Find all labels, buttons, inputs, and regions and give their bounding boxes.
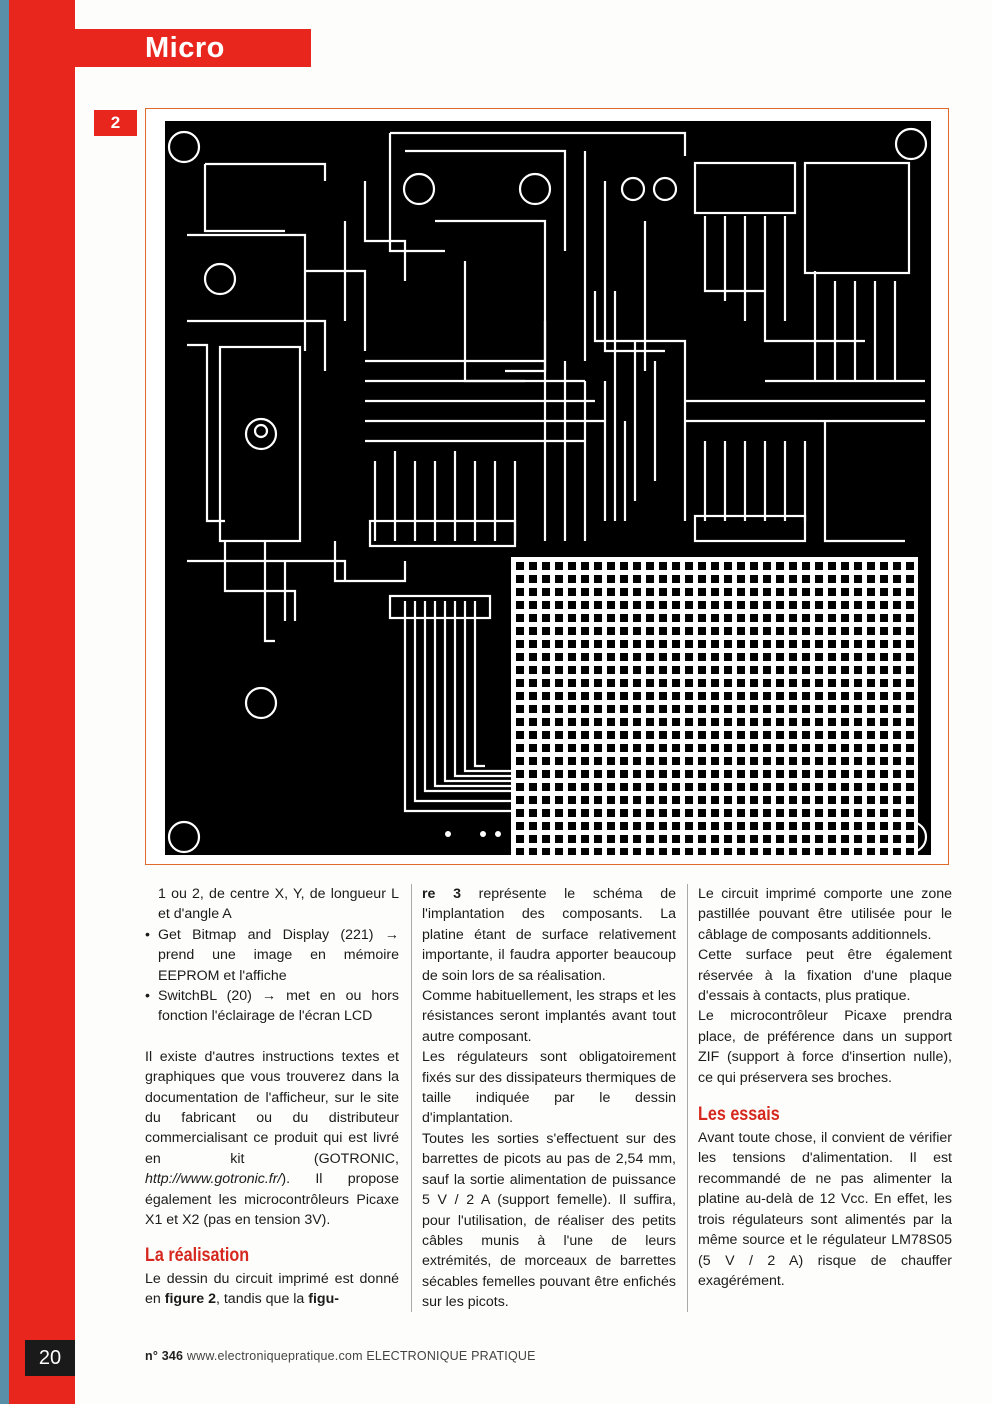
column-divider [411,884,412,1312]
section-heading: Les essais [698,1104,780,1126]
pcb-layout-image [165,121,931,855]
paragraph: Avant toute chose, il convient de vérifier les tensions d'alimentation. Il est recommandé de ne pas alimenter la platine au-delà de 12 Vcc. En effet, les trois régulateurs sont alimentés par la même source et le régulateur LM78S05 (5 V / 2 A) risque de chauffer exagérément. [698,1130,952,1289]
page-number: 20 [25,1340,75,1376]
pcb-artwork [165,121,931,855]
figure-number-badge: 2 [94,110,137,136]
figure-reference: figu- [308,1290,339,1307]
section-heading: La réalisation [145,1244,250,1266]
sidebar-edge [0,0,9,1404]
issue-number: n° 346 [145,1349,184,1363]
bullet-item: • Get Bitmap and Display (221) → prend une image en mémoire EEPROM et l'affiche [145,925,399,986]
text-span: ). Il propose également les microcontrôleurs Picaxe X1 et X2 (pas en tension 3V). [145,1171,399,1229]
text-column-1 [145,884,399,1309]
magazine-name: ELECTRONIQUE PRATIQUE [366,1349,536,1363]
bullet-item: • SwitchBL (20) → met en ou hors fonction l'éclairage de l'écran LCD [145,986,399,1027]
mounting-hole [896,129,926,159]
paragraph: Toutes les sorties s'effectuent sur des barrettes de picots au pas de 2,54 mm, sauf la sortie alimentation de puissance 5 V / 2 A (support femelle). Il suffira, pour l'utilisation, de réaliser des petits câbles munis à l'une de leurs extrémités, de morceaux de barrettes sécables femelles pouvant être enfichés sur les picots. [422,1130,676,1311]
paragraph: Les régulateurs sont obligatoirement fixés sur des dissipateurs thermiques de taille indiquée par le dessin d'implantation. [422,1049,676,1127]
text-span: , tandis que la [215,1290,309,1307]
website-link: http://www.gotronic.fr/ [145,1171,282,1188]
website-url: www.electroniquepratique.com [186,1349,363,1363]
paragraph [145,1047,399,1231]
paragraph [422,884,676,986]
text-span: Il existe d'autres instructions textes et graphiques que vous trouverez dans la documentation de l'afficheur, sur le site du fabricant ou du distributeur commercialisant ce produit qui est livré en kit (GOTRONIC, [145,1048,399,1167]
text-span: représente le schéma de l'implantation des composants. La platine étant de surface relativement importante, il faudra apporter beaucoup de soin lors de sa réalisation. [422,886,676,984]
paragraph: Comme habituellement, les straps et les résistances seront implantés avant tout autre composant. [422,988,676,1045]
text-column-3 [698,884,952,1291]
figure-reference: re 3 [422,886,461,902]
paragraph: Le circuit imprimé comporte une zone pastillée pouvant être utilisée pour le câblage de composants additionnels. [698,886,952,943]
paragraph [145,1269,399,1310]
figure-reference: figure 2 [164,1290,216,1307]
text-span: Le dessin du circuit imprimé est donné en [145,1270,399,1307]
page-footer [145,1349,536,1363]
mounting-hole [169,132,199,162]
red-sidebar [0,0,75,1404]
paragraph: 1 ou 2, de centre X, Y, de longueur L et d'angle A [158,886,399,923]
column-divider [687,884,688,1312]
paragraph: Le microcontrôleur Picaxe prendra place, de préférence dans un support ZIF (support à force d'insertion nulle), ce qui préservera ses broches. [698,1008,952,1086]
mounting-hole [169,822,199,852]
paragraph: Cette surface peut être également réservée à la fixation d'une plaque d'essais à contacts, plus pratique. [698,947,952,1005]
text-column-2 [422,884,676,1313]
section-title: Micro [145,32,225,64]
